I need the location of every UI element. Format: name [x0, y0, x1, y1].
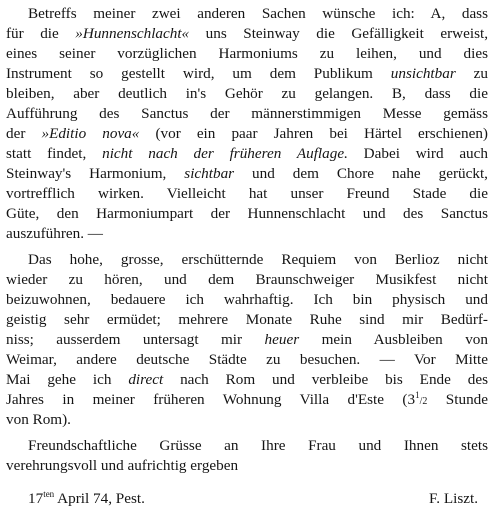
text-line: [6, 330, 488, 350]
text-span: Dabei wird auch: [347, 145, 488, 162]
text-span: geistig sehr ermüdet; mehrere Monate Ruhe sind mir Bedürf-: [6, 311, 488, 328]
text-span: statt findet,: [6, 145, 103, 162]
text-line: [6, 104, 488, 124]
text-span: niss; ausserdem untersagt mir: [6, 331, 265, 348]
text-line: [28, 4, 488, 24]
text-line: [6, 124, 488, 144]
text-span: bleiben, aber deutlich in's Gehör zu gelangen. B, dass die: [6, 85, 488, 102]
text-span: Güte, den Harmoniumpart der Hunnenschlacht und des Sanctus: [6, 205, 488, 222]
text-span: nach Rom und verbleibe bis Ende des: [163, 371, 488, 388]
text-line: [6, 184, 488, 204]
fraction-denominator: /2: [419, 396, 428, 407]
text-span: auszuführen. —: [6, 225, 103, 242]
emphasis-text: »Hunnenschlacht«: [75, 25, 190, 42]
text-line: [28, 250, 488, 270]
letter-page: [6, 0, 488, 514]
signature: F. Liszt.: [429, 490, 478, 507]
text-span: Jahres in meiner früheren Wohnung Villa d'Este (3: [6, 391, 416, 408]
date-day: 17: [28, 490, 44, 507]
text-line: [6, 310, 488, 330]
text-line: [6, 204, 488, 224]
text-span: eines seiner vorzüglichen Harmoniums zu leihen, und dies: [6, 45, 488, 62]
text-span: (vor ein paar Jahren bei Härtel erschienen): [139, 125, 488, 142]
text-span: mein Ausbleiben von: [299, 331, 488, 348]
emphasis-text: heuer: [264, 331, 300, 348]
text-line: [28, 436, 488, 456]
emphasis-text: direct: [128, 371, 164, 388]
text-span: Steinway's Harmonium,: [6, 165, 185, 182]
text-line: [6, 456, 488, 476]
text-span: Instrument so gestellt wird, um dem Publikum: [6, 65, 391, 82]
text-line: [6, 224, 488, 244]
text-span: für die: [6, 25, 76, 42]
text-line: [6, 350, 488, 370]
text-line: [6, 390, 488, 410]
text-span: zu: [455, 65, 488, 82]
text-span: beizuwohnen, bedauere ich wahrhaftig. Ich bin physisch und: [6, 291, 488, 308]
text-span: und dem Chore nahe gerückt,: [234, 165, 488, 182]
text-line: [6, 144, 488, 164]
emphasis-text: »Editio nova«: [41, 125, 140, 142]
text-span: vortrefflich wirken. Vielleicht hat unser Freund Stade die: [6, 185, 488, 202]
text-span: Stunde: [427, 391, 488, 408]
text-span: von Rom).: [6, 411, 71, 428]
text-span: wieder zu hören, und dem Braunschweiger Musikfest nicht: [6, 271, 488, 288]
text-span: Aufführung des Sanctus der männerstimmigen Messe gemäss: [6, 105, 488, 122]
letter-date: [28, 489, 145, 509]
text-span: Mai gehe ich: [6, 371, 129, 388]
text-line: [6, 84, 488, 104]
text-span: Das hohe, grosse, erschütternde Requiem von Berlioz nicht: [28, 251, 488, 268]
text-line: [6, 370, 488, 390]
text-line: [6, 44, 488, 64]
text-span: der: [6, 125, 42, 142]
fraction-numerator: 1: [415, 390, 420, 400]
emphasis-text: nicht nach der früheren Auflage.: [102, 145, 348, 162]
text-span: Freundschaftliche Grüsse an Ihre Frau und Ihnen stets: [28, 437, 488, 454]
text-span: Betreffs meiner zwei anderen Sachen wünsche ich: A, dass: [28, 5, 488, 22]
text-span: uns Steinway die Gefälligkeit erweist,: [189, 25, 488, 42]
text-span: verehrungsvoll und aufrichtig ergeben: [6, 457, 239, 474]
emphasis-text: sichtbar: [184, 165, 235, 182]
text-line: [6, 290, 488, 310]
text-line: [6, 164, 488, 184]
text-line: [6, 270, 488, 290]
text-line: [6, 24, 488, 44]
date-rest: April 74, Pest.: [54, 490, 145, 507]
date-day-suffix: ten: [43, 489, 55, 499]
text-line: [6, 410, 488, 430]
emphasis-text: unsichtbar: [390, 65, 456, 82]
text-span: Weimar, andere deutsche Städte zu besuchen. — Vor Mitte: [6, 351, 488, 368]
text-line: [6, 64, 488, 84]
